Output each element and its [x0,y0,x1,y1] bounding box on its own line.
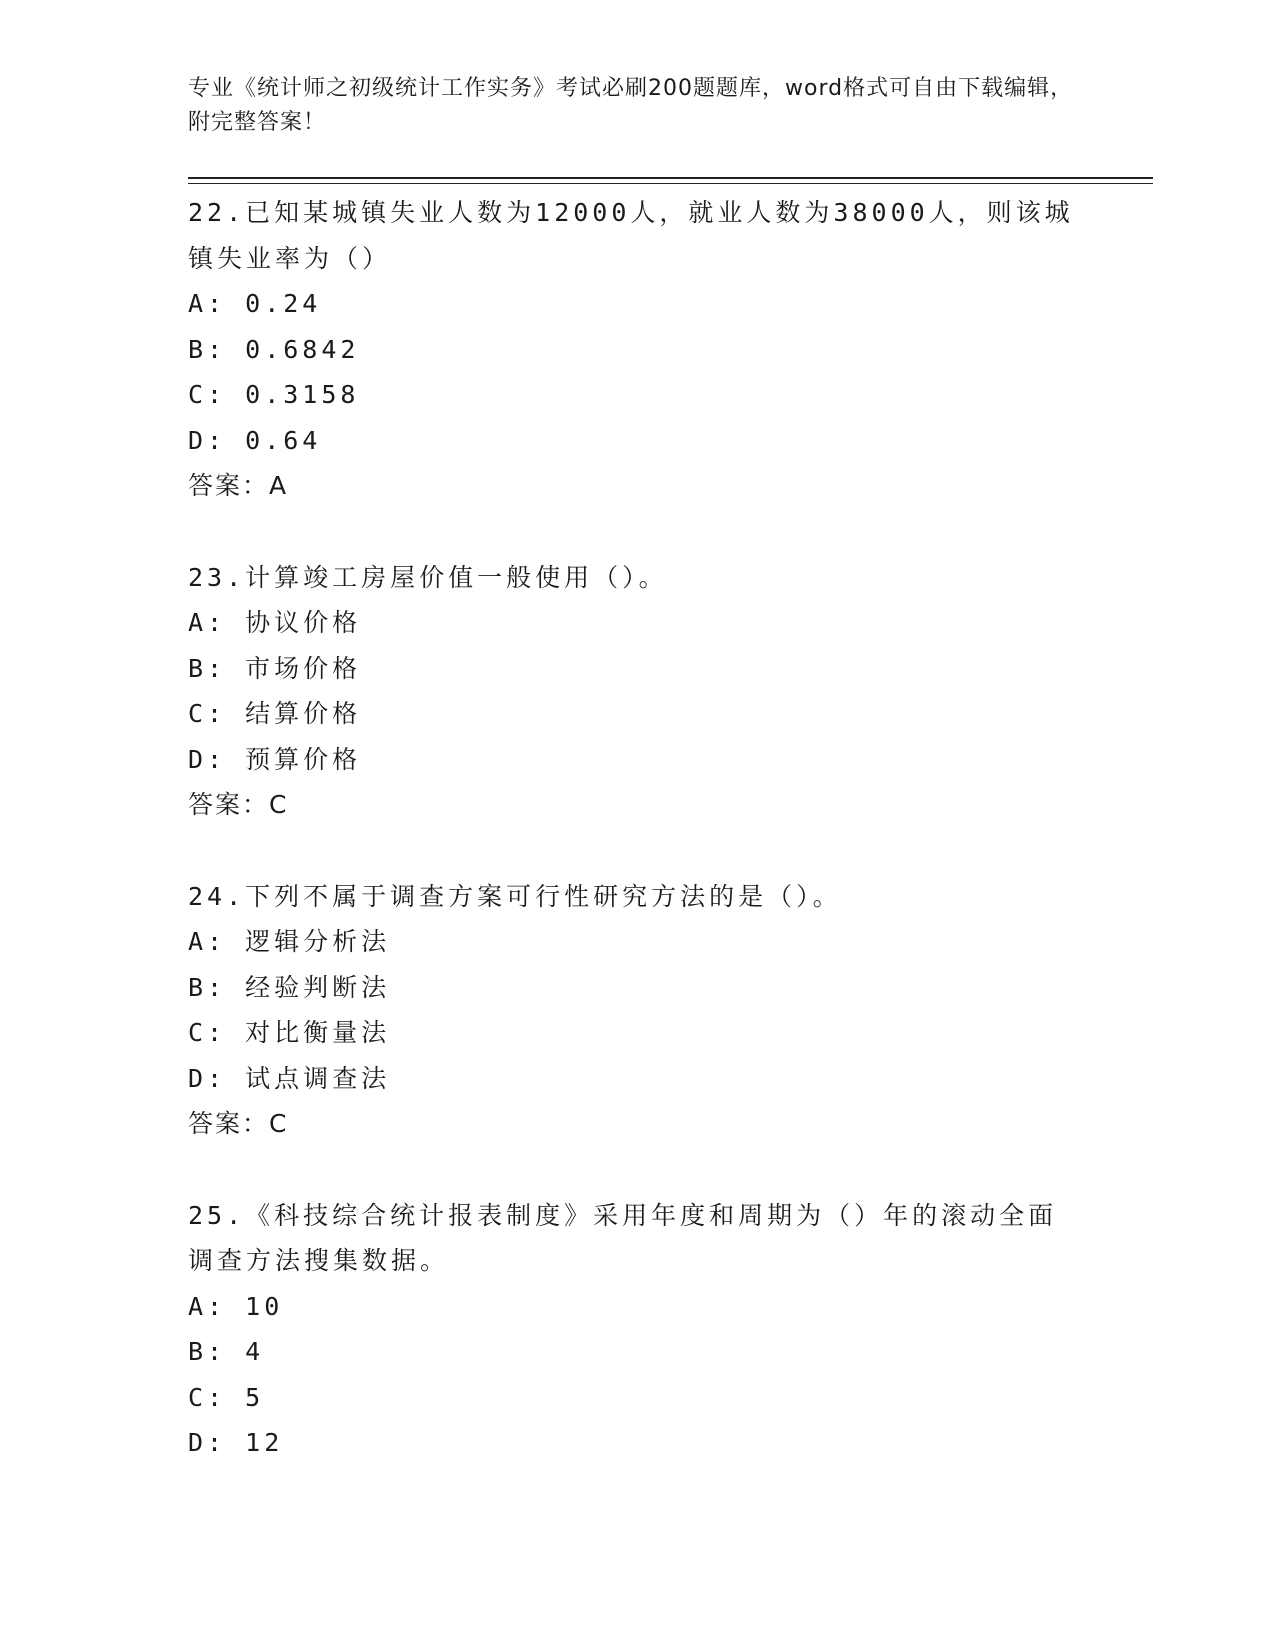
answer-label: 答案：C [188,1109,289,1138]
option-d: D: 试点调查法 [188,1063,391,1093]
option-b: B: 市场价格 [188,653,362,683]
option-b: B: 0.6842 [188,334,360,364]
option-c: C: 结算价格 [188,699,362,728]
question-24 [188,874,1088,1147]
option-b: B: 经验判断法 [188,972,391,1002]
question-22 [188,190,1088,509]
question-stem: 25.《科技综合统计报表制度》采用年度和周期为（）年的滚动全面调查方法搜集数据。 [188,1200,1058,1275]
question-25 [188,1193,1088,1466]
option-c: C: 0.3158 [188,380,360,409]
question-stem: 22.已知某城镇失业人数为12000人，就业人数为38000人，则该城镇失业率为（） [188,198,1074,273]
question-list [188,190,1088,1512]
question-stem: 23.计算竣工房屋价值一般使用（）。 [188,562,668,592]
option-a: A: 逻辑分析法 [188,927,391,956]
option-d: D: 12 [188,1428,284,1457]
option-a: A: 0.24 [188,289,322,318]
header-divider-thin [188,183,1153,184]
option-d: D: 0.64 [188,425,322,455]
answer-label: 答案：A [188,471,289,500]
header-divider-thick [188,177,1153,179]
question-23 [188,555,1088,828]
option-b: B: 4 [188,1337,265,1366]
document-header: 专业《统计师之初级统计工作实务》考试必刷200题题库，word格式可自由下载编辑，附完整答案！ [188,76,1074,135]
option-a: A: 协议价格 [188,608,362,637]
option-c: C: 对比衡量法 [188,1018,391,1047]
answer-label: 答案：C [188,790,289,819]
option-c: C: 5 [188,1382,265,1412]
option-d: D: 预算价格 [188,744,362,774]
question-stem: 24.下列不属于调查方案可行性研究方法的是（）。 [188,881,842,911]
option-a: A: 10 [188,1291,284,1321]
